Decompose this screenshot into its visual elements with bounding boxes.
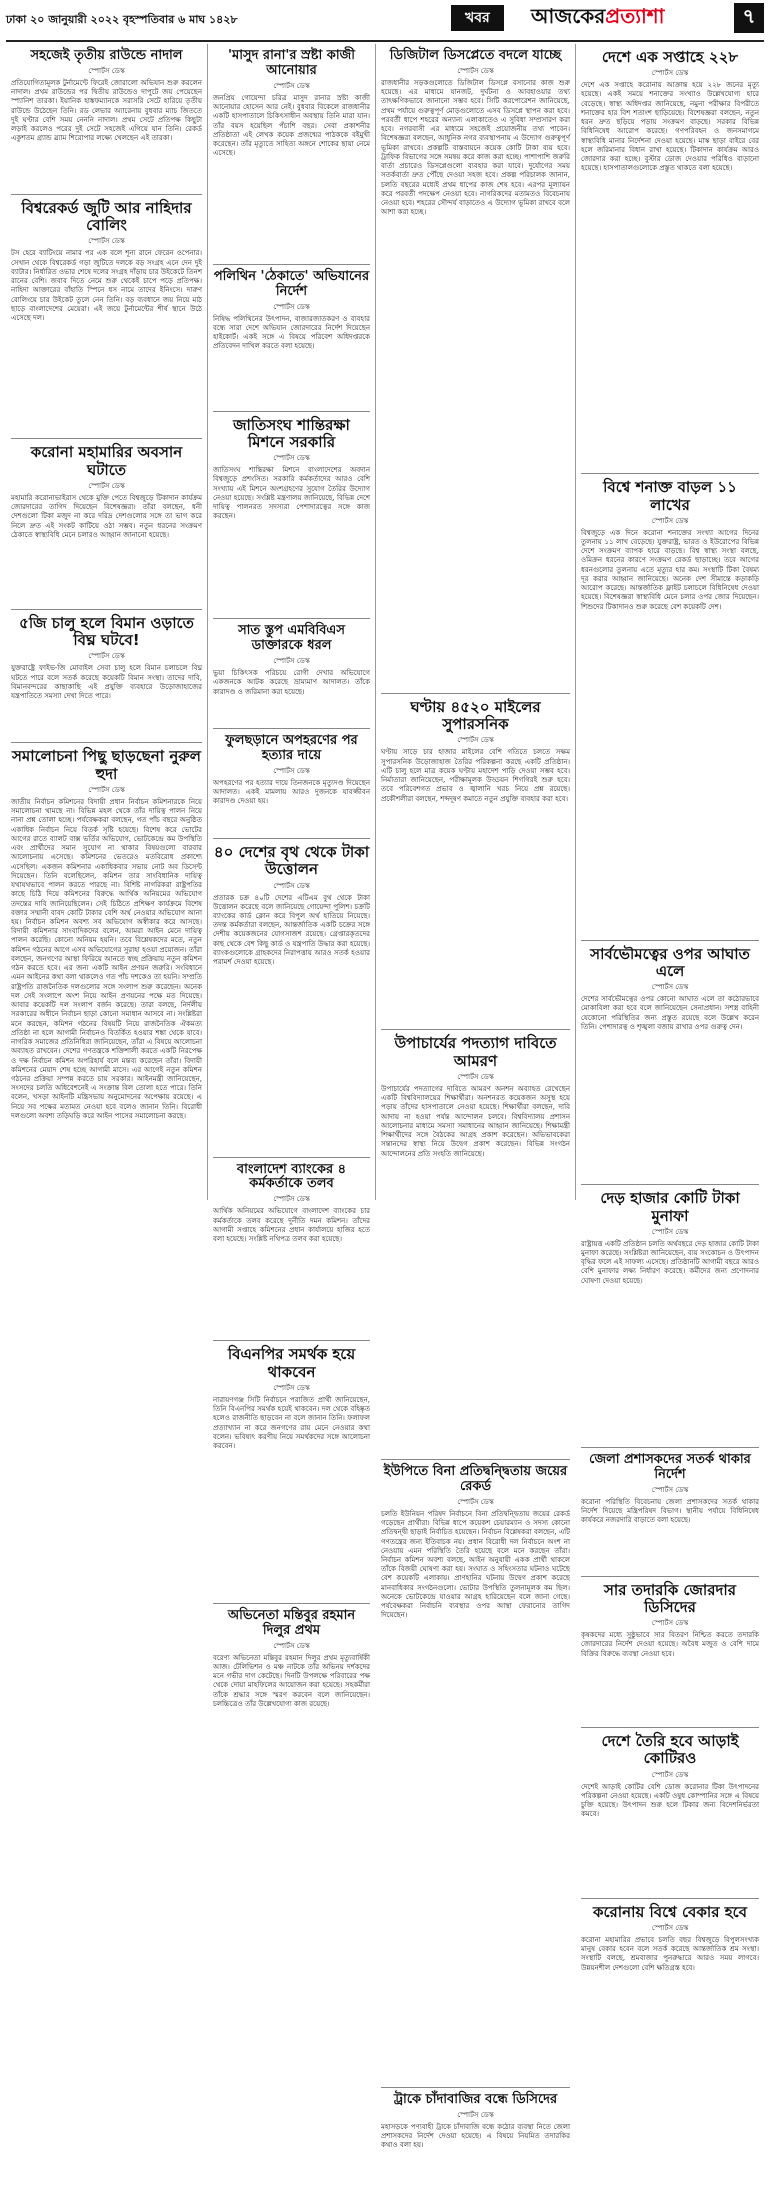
story-byline: স্পোর্টস ডেস্ক — [273, 81, 310, 90]
story-headline: পলিথিন 'ঠেকাতে' অভিযানের নির্দেশ — [213, 268, 370, 299]
story-body: প্রতিযোগিতামূলক টুর্নামেন্টে ফিরেই জোরালো অভিযান শুরু করলেন নাদাল। প্রথম রাউন্ডের পর দ্বিতীয় রাউন্ডেও দাপুটে জয় পেয়েছেন স্প্যানিশ তারকা। ইয়ানিক হাঙ্কফম্যানকে সরাসরি সেটে হারিয়ে তৃতীয় রাউন্ডে উঠেছেন তিনি। রড লেভার অ্যারেনায় বুধবার ম্যাচ জিততে দুই ঘণ্টার বেশি সময় নেননি নাদাল। প্রথম সেটে প্রতিপক্ষ কিছুটা লড়াই করলেও পরের দুই সেটে সহজেই এগিয়ে যান তিনি। রেকর্ড একুশতম গ্র্যান্ড স্ল্যাম শিরোপার লক্ষ্যে খেলছেন এই তারকা। — [11, 78, 202, 143]
news-story — [213, 1604, 370, 1898]
story-byline: স্পোর্টস ডেস্ক — [273, 454, 310, 463]
news-story — [213, 729, 370, 839]
story-byline: স্পোর্টস ডেস্ক — [273, 881, 310, 890]
story-body: জনপ্রিয় গোয়েন্দা চরিত্র মাসুদ রানার স্রষ্টা কাজী আনোয়ার হোসেন আর নেই। বুধবার বিকেলে রাজধানীর একটি হাসপাতালে চিকিৎসাধীন অবস্থায় তিনি মারা যান। তাঁর বয়স হয়েছিল পঁচাশি বছর। সেবা প্রকাশনীর প্রতিষ্ঠাতা এই লেখক কয়েক প্রজন্মের পাঠককে বইমুখী করেছেন। তাঁর মৃত্যুতে সাহিত্য অঙ্গনে শোকের ছায়া নেমে এসেছে। — [213, 93, 370, 158]
story-body: দেশেই আড়াই কোটির বেশি ডোজ করোনার টিকা উৎপাদনের পরিকল্পনা নেওয়া হয়েছে। একটি ওষুধ কোম্পানির সঙ্গে এ বিষয়ে চুক্তি হয়েছে। উৎপাদন শুরু হলে টিকার জন্য বিদেশনির্ভরতা কমবে। — [581, 1782, 759, 1819]
story-body: বরেণ্য অভিনেতা মন্তিবুর রহমান দিলুর প্রথম মৃত্যুবার্ষিকী আজ। টেলিভিশন ও মঞ্চ নাটকে তাঁর অভিনয় দর্শকদের মনে গভীর দাগ কেটেছে। দিনটি উপলক্ষে পরিবারের পক্ষ থেকে দোয়া মাহফিলের আয়োজন করা হয়েছে। সহকর্মীরা তাঁকে শ্রদ্ধার সঙ্গে স্মরণ করবেন বলে জানিয়েছেন। চলচ্চিত্রেও তাঁর উল্লেখযোগ্য কাজ রয়েছে। — [213, 1653, 370, 1708]
news-story — [213, 1341, 370, 1604]
news-story — [581, 941, 759, 1186]
story-byline: স্পোর্টস ডেস্ক — [457, 66, 494, 75]
news-story — [381, 44, 570, 694]
story-body: ভুয়া চিকিৎসক পরিচয়ে রোগী দেখার অভিযোগে একজনকে আটক করেছে ভ্রাম্যমাণ আদালত। তাঁকে কারাদণ্ড ও জরিমানা করা হয়েছে। — [213, 669, 370, 696]
story-body: করোনা মহামারির প্রভাবে চলতি বছর বিশ্বজুড়ে বিপুলসংখ্যক মানুষ বেকার হবেন বলে সতর্ক করেছে আন্তর্জাতিক শ্রম সংস্থা। সংস্থাটি বলছে, শ্রমবাজার পুনরুদ্ধারে আরও সময় লাগবে। উন্নয়নশীল দেশগুলো বেশি ক্ষতিগ্রস্ত হবে। — [581, 1935, 759, 1972]
story-headline: সাত স্তুপ এমবিবিএস ডাক্তারকে ধরল — [238, 623, 345, 654]
story-byline: স্পোর্টস ডেস্ক — [457, 1072, 494, 1081]
story-byline: স্পোর্টস ডেস্ক — [651, 1485, 689, 1494]
story-headline: ফুলছড়ানে অপহরণের পর হত্যার দায়ে — [225, 733, 358, 764]
news-story — [11, 743, 202, 1911]
story-body: জাতীয় নির্বাচন কমিশনের বিদায়ী প্রধান নির্বাচন কমিশনারকে নিয়ে সমালোচনা থামছে না। বিভিন্ন মহল থেকে তাঁর দায়িত্ব পালন নিয়ে নানা প্রশ্ন তোলা হচ্ছে। পর্যবেক্ষকরা বলছেন, গত পাঁচ বছরে অনুষ্ঠিত একাধিক নির্বাচন নিয়ে বিতর্ক সৃষ্টি হয়েছে। বিশেষ করে ভোটের আগের রাতে ব্যালট বাক্স ভর্তির অভিযোগ, ভোটকেন্দ্রে কম উপস্থিতি এবং প্রার্থীদের সমান সুযোগ না থাকার বিষয়গুলো বারবার আলোচনায় এসেছে। কমিশনের ভেতরেও মতবিরোধ প্রকাশ্যে এসেছিল। একজন কমিশনার একাধিকবার সভায় নোট অব ডিসেন্ট দিয়েছেন। তিনি বলেছিলেন, কমিশন তার সাংবিধানিক দায়িত্ব যথাযথভাবে পালন করতে পারছে না। বিশিষ্ট নাগরিকরা রাষ্ট্রপতির কাছে চিঠি দিয়ে কমিশনের বিরুদ্ধে আর্থিক অনিয়মের অভিযোগ তদন্তের দাবি জানিয়েছিলেন। সেই চিঠিতে প্রশিক্ষণ কার্যক্রমে বিশেষ বক্তার সম্মানী বাবদ কোটি টাকার বেশি অর্থ নেওয়ার অভিযোগ আনা হয়। নির্বাচন কমিশন অবশ্য সব অভিযোগ অস্বীকার করে আসছে। বিদায়ী কমিশনার সাংবাদিকদের বলেন, আমরা আইন মেনে দায়িত্ব পালন করেছি। কোনো অনিয়ম হয়নি। তবে বিশ্লেষকদের মতে, নতুন কমিশন গঠনের আগে এসব অভিযোগের সুরাহা হওয়া প্রয়োজন। তাঁরা বলছেন, জনগণের আস্থা ফিরিয়ে আনতে স্বচ্ছ প্রক্রিয়ায় নতুন কমিশন গঠন করতে হবে। এর জন্য একটি আইন প্রণয়ন জরুরি। সংবিধানে এমন আইনের কথা বলা থাকলেও গত পাঁচ দশকেও তা হয়নি। সম্প্রতি রাষ্ট্রপতি রাজনৈতিক দলগুলোর সঙ্গে সংলাপ শুরু করেছেন। অনেক দল সেই সংলাপে অংশ নিয়ে আইন প্রণয়নের পক্ষে মত দিয়েছে। আবার কয়েকটি দল সংলাপ বর্জন করেছে। তারা বলছে, নির্দলীয় সরকারের অধীনে নির্বাচন ছাড়া কোনো সমাধান আসবে না। সংশ্লিষ্টরা মনে করছেন, কমিশন গঠনের বিষয়টি নিয়ে রাজনৈতিক ঐকমত্য প্রতিষ্ঠা না হলে আগামী নির্বাচনও বিতর্কিত হওয়ার শঙ্কা থেকে যাবে। নাগরিক সমাজের প্রতিনিধিরা জানিয়েছেন, তাঁরা এ বিষয়ে আলোচনা অব্যাহত রাখবেন। দেশের গণতন্ত্রকে শক্তিশালী করতে একটি নিরপেক্ষ ও দক্ষ নির্বাচন কমিশন অপরিহার্য বলে মন্তব্য করেছেন তাঁরা। বিদায়ী কমিশনের মেয়াদ শেষ হচ্ছে আগামী মাসে। এর আগেই নতুন কমিশন গঠনের প্রক্রিয়া সম্পন্ন করতে চায় সরকার। আইনমন্ত্রী জানিয়েছেন, সংসদের চলতি অধিবেশনেই এ সংক্রান্ত বিল তোলা হতে পারে। তিনি বলেন, খসড়া আইনটি মন্ত্রিসভায় অনুমোদনের অপেক্ষায় রয়েছে। এ নিয়ে সব পক্ষের মতামত নেওয়া হবে বলেও জানান তিনি। বিরোধী দলগুলো অবশ্য তড়িঘড়ি করে আইন পাসের সমালোচনা করছে। — [11, 797, 202, 1120]
column-3 — [376, 44, 576, 2150]
story-body: ঘণ্টায় সাড়ে চার হাজার মাইলের বেশি গতিতে চলতে সক্ষম সুপারসনিক উড়োজাহাজ তৈরির পরিকল্পনা করছে একটি প্রতিষ্ঠান। এটি চালু হলে মাত্র কয়েক ঘণ্টায় মহাদেশ পাড়ি দেওয়া সম্ভব হবে। নির্মাতারা জানিয়েছেন, পরীক্ষামূলক উড্ডয়ন শিগগিরই শুরু হবে। তবে পরিবেশগত প্রভাব ও জ্বালানি খরচ নিয়ে প্রশ্ন রয়েছে। প্রকৌশলীরা বলছেন, শব্দদূষণ কমাতে নতুন প্রযুক্তি ব্যবহার করা হবে। — [381, 748, 570, 803]
newspaper-logo — [531, 2, 664, 35]
story-body: কৃষকদের মধ্যে সুষ্ঠুভাবে সার বিতরণ নিশ্চিত করতে তদারকি জোরদারের নির্দেশ দেওয়া হয়েছে। অবৈধ মজুত ও বেশি দামে বিক্রির বিরুদ্ধে ব্যবস্থা নেওয়া হবে। — [581, 1631, 759, 1658]
story-headline: ৪০ দেশের বৃথ থেকে টাকা উত্তোলন — [213, 843, 370, 879]
story-headline: সার্বভৌমত্বের ওপর আঘাত এলে — [590, 944, 750, 980]
story-byline: স্পোর্টস ডেস্ক — [273, 1383, 310, 1392]
story-body: টস হেরে ব্যাটিংয়ে নামার পর এক বলে শূন্য রানে ফেরেন ওপেনার। সেখান থেকে বিশ্বরেকর্ড গড়া জুটিতে দলকে বড় সংগ্রহ এনে দেন দুই ব্যাটার। নির্ধারিত ওভার শেষে দলের সংগ্রহ দাঁড়ায় চার উইকেটে তিনশ রানের বেশি। জবাব দিতে নেমে শুরু থেকেই চাপে পড়ে প্রতিপক্ষ। নাহিদা আক্তারের বাঁহাতি স্পিনে ধস নামে তাদের ইনিংসে। দারুণ বোলিংয়ে চার উইকেট তুলে নেন তিনি। বড় ব্যবধানে জয় নিয়ে মাঠ ছাড়ে বাংলাদেশের মেয়েরা। এই জয়ে টুর্নামেন্টের শীর্ষ স্থানে উঠে এসেছে দল। — [11, 249, 202, 323]
logo-part-1: আজকের — [531, 4, 606, 28]
news-story — [213, 1158, 370, 1342]
story-byline: স্পোর্টস ডেস্ক — [273, 1641, 310, 1650]
story-headline: দেড় হাজার কোটি টাকা মুনাফা — [600, 1189, 740, 1225]
story-headline: দেশে তৈরি হবে আড়াই কোটিরও — [601, 1732, 739, 1768]
news-story — [11, 195, 202, 440]
story-headline: জাতিসংঘ শান্তিরক্ষা মিশনে সরকারি — [233, 415, 350, 451]
story-byline: স্পোর্টস ডেস্ক — [88, 66, 125, 75]
story-byline: স্পোর্টস ডেস্ক — [651, 1227, 689, 1236]
story-headline: ট্রাকে চাঁদাবাজির বন্ধে ডিসিদের — [393, 2091, 558, 2107]
story-body: মহাসড়কে পণ্যবাহী ট্রাকে চাঁদাবাজি বন্ধে কঠোর ব্যবস্থা নিতে জেলা প্রশাসকদের নির্দেশ দেওয়া হয়েছে। এ বিষয়ে নিয়মিত তদারকির কথাও বলা হয়। — [381, 2122, 570, 2150]
column-4 — [576, 44, 764, 1972]
news-story — [381, 1460, 570, 2088]
news-story — [581, 474, 759, 941]
news-story — [581, 1728, 759, 1899]
news-story — [381, 1030, 570, 1460]
story-byline: স্পোর্টস ডেস্ক — [651, 983, 689, 992]
story-body: অপহরণের পর হত্যার দায়ে তিনজনকে মৃত্যুদণ্ড দিয়েছেন আদালত। একই মামলায় আরও দুজনকে যাবজ্জীবন কারাদণ্ড দেওয়া হয়। — [213, 779, 370, 806]
story-body: বিশ্বজুড়ে এক দিনে করোনা শনাক্তের সংখ্যা আগের দিনের তুলনায় ১১ লাখ বেড়েছে। যুক্তরাষ্ট্র, ভারত ও ইউরোপের বিভিন্ন দেশে সংক্রমণ ব্যাপক হারে বাড়ছে। বিশ্ব স্বাস্থ্য সংস্থা বলছে, ওমিক্রন ধরনের কারণে সংক্রমণ রেকর্ড ছাড়াচ্ছে। তবে আগের ধরনগুলোর তুলনায় এতে মৃত্যুর হার কম। সংস্থাটি টিকা বৈষম্য দূর করার আহ্বান জানিয়েছে। অনেক দেশ সীমান্তে কড়াকড়ি আরোপ করেছে। আন্তর্জাতিক ফ্লাইট চলাচলে বিধিনিষেধ দেওয়া হয়েছে। বিশেষজ্ঞরা স্বাস্থ্যবিধি মেনে চলার ওপর জোর দিয়েছেন। শিশুদের টিকাদানও শুরু করেছে বেশ কয়েকটি দেশ। — [581, 528, 759, 611]
story-body: দেশের সার্বভৌমত্বের ওপর কোনো আঘাত এলে তা কঠোরভাবে মোকাবিলা করা হবে বলে জানিয়েছেন সেনাপ্রধান। সশস্ত্র বাহিনী যেকোনো পরিস্থিতির জন্য প্রস্তুত রয়েছে বলে উল্লেখ করেন তিনি। পেশাদারত্ব ও শৃঙ্খলা বজায় রাখার ওপর গুরুত্ব দেন। — [581, 995, 759, 1031]
news-story — [581, 1448, 759, 1577]
news-story — [581, 1185, 759, 1448]
logo-part-2: প্রত্যাশা — [605, 4, 665, 28]
story-byline: স্পোর্টস ডেস্ক — [88, 785, 125, 794]
story-headline: ঘণ্টায় ৪৫২০ মাইলের সুপারসনিক — [410, 697, 541, 734]
story-headline: বিশ্বে শনাক্ত বাড়ল ১১ লাখের — [603, 478, 737, 514]
news-story — [213, 619, 370, 729]
story-headline: বিশ্বরেকর্ড জুটি আর নাহিদার বোলিং — [21, 198, 192, 235]
section-label: খবর — [451, 5, 504, 31]
story-byline: স্পোর্টস ডেস্ক — [273, 302, 310, 311]
story-byline: স্পোর্টস ডেস্ক — [273, 1195, 310, 1204]
story-body: নারায়ণগঞ্জ সিটি নির্বাচনে পরাজিত প্রার্থী জানিয়েছেন, তিনি বিএনপির সমর্থক হয়েই থাকবেন। দল থেকে বহিষ্কৃত হলেও রাজনীতি ছাড়বেন না বলে জানান তিনি। ফলাফল প্রত্যাখ্যান না করে জনগণের রায় মেনে নেওয়ার কথা বলেন। ভবিষ্যৎ করণীয় নিয়ে সমর্থকদের সঙ্গে আলোচনা করবেন। — [213, 1395, 370, 1451]
story-byline: স্পোর্টস ডেস্ক — [88, 481, 125, 490]
story-headline: সমালোচনা পিছু ছাড়ছেনা নুরুল হুদা — [12, 747, 201, 783]
story-body: প্রতারক চক্র ৪০টি দেশের এটিএম বুথ থেকে টাকা উত্তোলন করেছে বলে জানিয়েছে গোয়েন্দা পুলিশ। চক্রটি ব্যাংকের কার্ড ক্লোন করে বিপুল অর্থ হাতিয়ে নিয়েছে। তদন্ত কর্মকর্তারা বলছেন, আন্তর্জাতিক একটি চক্রের সঙ্গে দেশীয় কয়েকজনের যোগসাজশ রয়েছে। গ্রেপ্তারকৃতদের কাছ থেকে বেশ কিছু কার্ড ও যন্ত্রপাতি উদ্ধার করা হয়েছে। ব্যাংকগুলোকে গ্রাহকদের নিরাপত্তায় আরও সতর্ক হওয়ার পরামর্শ দেওয়া হয়েছে। — [213, 893, 370, 967]
story-body: উপাচার্যের পদত্যাগের দাবিতে আমরণ অনশন অব্যাহত রেখেছেন একটি বিশ্ববিদ্যালয়ের শিক্ষার্থীরা। অনশনরত কয়েকজন অসুস্থ হয়ে পড়ায় তাঁদের হাসপাতালে নেওয়া হয়েছে। শিক্ষার্থীরা বলছেন, দাবি আদায় না হওয়া পর্যন্ত আন্দোলন চলবে। বিশ্ববিদ্যালয় প্রশাসন আলোচনার মাধ্যমে সমস্যা সমাধানের আহ্বান জানিয়েছে। শিক্ষামন্ত্রী শিক্ষার্থীদের সঙ্গে বৈঠকের আগ্রহ প্রকাশ করেছেন। অভিভাবকেরা সন্তানদের স্বাস্থ্য নিয়ে উদ্বেগ প্রকাশ করেছেন। বিভিন্ন সংগঠন আন্দোলনের প্রতি সংহতি জানিয়েছে। — [381, 1084, 570, 1158]
story-byline: স্পোর্টস ডেস্ক — [651, 1923, 689, 1932]
news-story — [381, 694, 570, 1031]
columns — [6, 44, 764, 2150]
news-story — [581, 44, 759, 474]
story-headline: করোনায় বিশ্বে বেকার হবে — [593, 1902, 747, 1921]
news-story — [581, 1899, 759, 2069]
story-byline: স্পোর্টস ডেস্ক — [651, 69, 689, 78]
story-body: চলতি ইউনিয়ন পরিষদ নির্বাচনে বিনা প্রতিদ্বন্দ্বিতায় জয়ের রেকর্ড গড়েছেন প্রার্থীরা। বিভিন্ন ধাপে কয়েকশ চেয়ারম্যান ও সদস্য কোনো প্রতিদ্বন্দ্বী ছাড়াই নির্বাচিত হয়েছেন। নির্বাচন বিশ্লেষকরা বলছেন, এটি গণতন্ত্রের জন্য ইতিবাচক নয়। প্রধান বিরোধী দল নির্বাচনে অংশ না নেওয়ায় এমন পরিস্থিতি তৈরি হয়েছে বলে মনে করছেন তাঁরা। নির্বাচন কমিশন অবশ্য বলছে, আইন অনুযায়ী একক প্রার্থী থাকলে তাঁকে বিজয়ী ঘোষণা করা হয়। সংঘাত ও সহিংসতার ঘটনাও ঘটেছে বেশ কয়েকটি এলাকায়। প্রাণহানির ঘটনায় উদ্বেগ প্রকাশ করেছে মানবাধিকার সংগঠনগুলো। ভোটার উপস্থিতি তুলনামূলক কম ছিল। অনেকে ভোটকেন্দ্রে যাওয়ার আগ্রহ হারিয়েছেন বলে জানা গেছে। পর্যবেক্ষকরা নির্বাচনি ব্যবস্থার ওপর আস্থা ফেরানোর তাগিদ দিয়েছেন। — [381, 1509, 570, 1620]
story-headline: ৫জি চালু হলে বিমান ওড়াতে বিঘ্ন ঘটবে! — [19, 613, 194, 650]
news-story — [11, 439, 202, 610]
story-byline: স্পোর্টস ডেস্ক — [651, 516, 689, 525]
page-number: ৭ — [734, 3, 764, 33]
story-body: মহামারি করোনাভাইরাস থেকে মুক্তি পেতে বিশ্বজুড়ে টিকাদান কার্যক্রম জোরদারের তাগিদ দিয়েছেন বিশেষজ্ঞরা। তাঁরা বলছেন, ধনী দেশগুলো টিকা মজুদ না করে দরিদ্র দেশগুলোর সঙ্গে তা ভাগ করে নিলে দ্রুত এই সংকট কাটিয়ে ওঠা সম্ভব। নতুন ধরনের সংক্রমণ ঠেকাতে স্বাস্থ্যবিধি মেনে চলারও আহ্বান জানানো হয়েছে। — [11, 493, 202, 539]
page-header — [6, 0, 764, 42]
story-headline: সার তদারকি জোরদার ডিসিদের — [603, 1580, 737, 1616]
story-byline: স্পোর্টস ডেস্ক — [651, 1770, 689, 1779]
story-headline: ডিজিটাল ডিসপ্লেতে বদলে যাচ্ছে — [389, 48, 562, 63]
news-story — [213, 265, 370, 412]
story-body: জাতিসংঘ শান্তিরক্ষা মিশনে বাংলাদেশের অবদান বিশ্বজুড়ে প্রশংসিত। সরকারি কর্মকর্তাদের আরও বেশি সংখ্যায় এই মিশনে অংশগ্রহণের সুযোগ তৈরির উদ্যোগ নেওয়া হয়েছে। সংশ্লিষ্ট মন্ত্রণালয় জানিয়েছে, বিভিন্ন দেশে দায়িত্ব পালনরত সদস্যরা পেশাদারত্বের সঙ্গে কাজ করছেন। — [213, 466, 370, 521]
news-story — [11, 44, 202, 195]
story-body: রাষ্ট্রায়ত্ত একটি প্রতিষ্ঠান চলতি অর্থবছরে দেড় হাজার কোটি টাকা মুনাফা করেছে। সংশ্লিষ্টরা জানিয়েছেন, ব্যয় সংকোচন ও উৎপাদন বৃদ্ধির ফলে এই সাফল্য এসেছে। প্রতিষ্ঠানটি আগামী বছরে আরও বেশি মুনাফার লক্ষ্য নির্ধারণ করেছে। কর্মীদের জন্য প্রণোদনার ঘোষণা দেওয়া হয়েছে। — [581, 1239, 759, 1285]
story-byline: স্পোর্টস ডেস্ক — [457, 1497, 494, 1506]
news-story — [581, 1577, 759, 1729]
story-byline: স্পোর্টস ডেস্ক — [457, 736, 494, 745]
story-body: করোনা পরিস্থিতি বিবেচনায় জেলা প্রশাসকদের সতর্ক থাকার নির্দেশ দিয়েছে মন্ত্রিপরিষদ বিভাগ। স্থানীয় পর্যায়ে বিধিনিষেধ কার্যকরে নজরদারি বাড়াতে বলা হয়েছে। — [581, 1497, 759, 1525]
story-body: নিষিদ্ধ পলিথিনের উৎপাদন, বাজারজাতকরণ ও ব্যবহার বন্ধে সারা দেশে অভিযান জোরদারের নির্দেশ দিয়েছেন হাইকোর্ট। একই সঙ্গে এ বিষয়ে পরিবেশ অধিদপ্তরকে প্রতিবেদন দাখিল করতে বলা হয়েছে। — [213, 314, 370, 351]
story-headline: জেলা প্রশাসকদের সতর্ক থাকার নির্দেশ — [589, 1451, 751, 1482]
story-headline: দেশে এক সপ্তাহে ২২৮ — [601, 48, 739, 66]
column-2 — [208, 44, 376, 1708]
news-story — [213, 44, 370, 265]
story-headline: 'মাসুদ রানা'র স্রষ্টা কাজী আনোয়ার — [228, 48, 355, 78]
story-headline: অভিনেতা মন্তিবুর রহমান দিলুর প্রথম — [227, 1607, 356, 1638]
story-byline: স্পোর্টস ডেস্ক — [457, 2110, 494, 2119]
story-body: আর্থিক অনিয়মের অভিযোগে বাংলাদেশ ব্যাংকের চার কর্মকর্তাকে তলব করেছে দুর্নীতি দমন কমিশন। তাঁদের আগামী সপ্তাহে কমিশনের প্রধান কার্যালয়ে হাজির হতে বলা হয়েছে। সংশ্লিষ্ট নথিপত্র তলব করা হয়েছে। — [213, 1207, 370, 1244]
story-body: রাজধানীর সড়কগুলোতে ডিজিটাল ডিসপ্লে বসানোর কাজ শুরু হয়েছে। এর মাধ্যমে যানজট, দুর্ঘটনা ও আবহাওয়ার তথ্য তাৎক্ষণিকভাবে জানানো সম্ভব হবে। সিটি করপোরেশন জানিয়েছে, প্রথম পর্যায়ে গুরুত্বপূর্ণ মোড়গুলোতে এসব ডিসপ্লে স্থাপন করা হবে। পরবর্তী ধাপে শহরের অন্যান্য এলাকাতেও এ সুবিধা সম্প্রসারণ করা হবে। নগরবাসী এর মাধ্যমে সহজেই প্রয়োজনীয় তথ্য পাবেন। বিশেষজ্ঞরা বলছেন, আধুনিক নগর ব্যবস্থাপনায় এ উদ্যোগ গুরুত্বপূর্ণ ভূমিকা রাখবে। প্রকল্পটি বাস্তবায়নে কয়েক কোটি টাকা ব্যয় হবে। ট্রাফিক বিভাগের সঙ্গে সমন্বয় করে কাজ করা হচ্ছে। পাশাপাশি জরুরি বার্তা প্রচারেও ডিসপ্লেগুলো ব্যবহার করা যাবে। দুর্যোগের সময় সতর্কবার্তা দ্রুত পৌঁছে দেওয়া সহজ হবে। প্রকল্প পরিচালক জানান, চলতি বছরের মধ্যেই প্রথম ধাপের কাজ শেষ হবে। এরপর মূল্যায়ন করে পরবর্তী পদক্ষেপ নেওয়া হবে। নাগরিকদের মতামতও বিবেচনায় নেওয়া হবে। শহরের সৌন্দর্য বাড়াতেও এ উদ্যোগ ভূমিকা রাখবে বলে আশা করা হচ্ছে। — [381, 78, 570, 217]
news-story — [11, 610, 202, 744]
story-byline: স্পোর্টস ডেস্ক — [88, 652, 125, 661]
story-headline: উপাচার্যের পদত্যাগ দাবিতে আমরণ — [394, 1034, 557, 1070]
story-headline: করোনা মহামারির অবসান ঘটাতে — [30, 443, 183, 479]
news-story — [213, 412, 370, 620]
column-1 — [6, 44, 208, 1200]
story-byline: স্পোর্টস ডেস্ক — [273, 767, 310, 775]
story-headline: ইউপিতে বিনা প্রতিদ্বন্দ্বিতায় জয়ের রেকর্ড — [383, 1463, 568, 1494]
story-byline: স্পোর্টস ডেস্ক — [273, 657, 310, 666]
story-headline: সহজেই তৃতীয় রাউন্ডে নাদাল — [30, 48, 183, 63]
story-body: যুক্তরাষ্ট্রে ফাইভ-জি মোবাইল সেবা চালু হলে বিমান চলাচলে বিঘ্ন ঘটতে পারে বলে সতর্ক করেছে কয়েকটি বিমান সংস্থা। তাদের দাবি, বিমানবন্দরের কাছাকাছি এই প্রযুক্তি ব্যবহারে উড়োজাহাজের যন্ত্রপাতিতে সমস্যা দেখা দিতে পারে। — [11, 664, 202, 701]
story-byline: স্পোর্টস ডেস্ক — [88, 237, 125, 246]
story-byline: স্পোর্টস ডেস্ক — [651, 1619, 689, 1628]
news-story — [213, 839, 370, 1158]
story-headline: বাংলাদেশ ব্যাংকের ৪ কর্মকর্তাকে তলব — [236, 1161, 347, 1192]
news-story — [381, 2088, 570, 2201]
story-body: দেশে এক সপ্তাহে করোনায় আক্রান্ত হয়ে ২২৮ জনের মৃত্যু হয়েছে। একই সময়ে শনাক্তের সংখ্যাও উল্লেখযোগ্য হারে বেড়েছে। স্বাস্থ্য অধিদপ্তর জানিয়েছে, নমুনা পরীক্ষার বিপরীতে শনাক্তের হার বিশ শতাংশ ছাড়িয়েছে। বিশেষজ্ঞরা বলছেন, নতুন ধরন দ্রুত ছড়িয়ে পড়ায় সংক্রমণ বাড়ছে। সরকার বিভিন্ন বিধিনিষেধ আরোপ করেছে। গণপরিবহন ও জনসমাগমে স্বাস্থ্যবিধি মানার নির্দেশনা দেওয়া হয়েছে। মাস্ক ছাড়া বাইরে বের হলে জরিমানার বিধান রাখা হয়েছে। টিকাদান কার্যক্রম আরও জোরদার করা হচ্ছে। বুস্টার ডোজ দেওয়ার পরিধিও বাড়ানো হয়েছে। হাসপাতালগুলোকে প্রস্তুত থাকতে বলা হয়েছে। — [581, 81, 759, 173]
story-headline: বিএনপির সমর্থক হয়ে থাকবেন — [227, 1345, 356, 1381]
date-line: ঢাকা ২০ জানুয়ারী ২০২২ বৃহস্পতিবার ৬ মাঘ ১৪২৮ — [6, 12, 238, 26]
